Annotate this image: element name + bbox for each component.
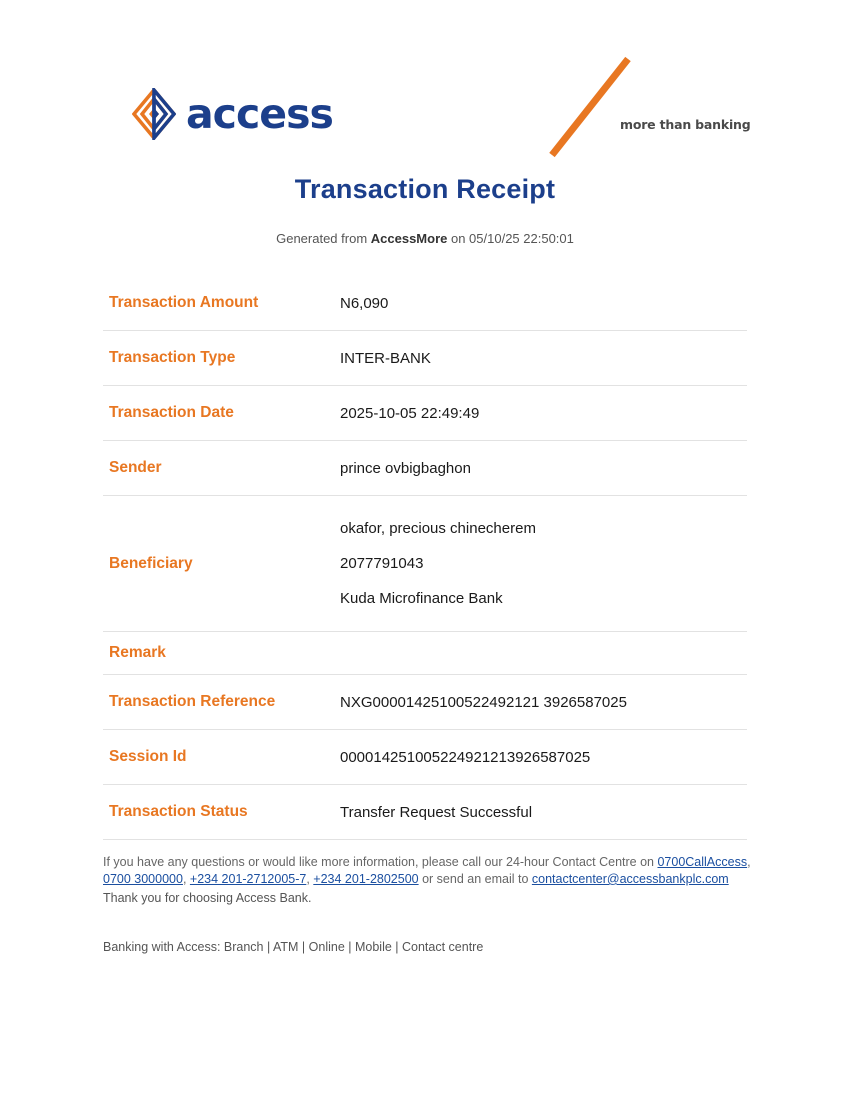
access-diamond-icon (132, 88, 176, 140)
row-label: Transaction Date (109, 404, 234, 421)
row-value: Transfer Request Successful (340, 803, 533, 821)
footer-sep-3: , (306, 871, 314, 886)
table-row (103, 386, 747, 441)
row-label: Remark (109, 644, 166, 661)
row-value: prince ovbigbaghon (340, 459, 471, 477)
table-row (103, 441, 747, 496)
row-label: Transaction Amount (109, 294, 259, 311)
row-label: Transaction Type (109, 349, 236, 366)
orange-slash-icon (546, 55, 636, 160)
table-row (103, 675, 747, 730)
footer-contact (103, 854, 753, 956)
generated-prefix: Generated from (276, 231, 371, 246)
row-value: N6,090 (340, 294, 389, 312)
beneficiary-bank: Kuda Microfinance Bank (340, 590, 503, 607)
access-logo (132, 88, 333, 140)
row-value: 000014251005224921213926587025 (340, 748, 591, 766)
phone-link-2712005[interactable]: +234 201-2712005-7 (189, 871, 307, 886)
footer-thanks: Thank you for choosing Access Bank. (103, 890, 312, 905)
beneficiary-name: okafor, precious chinecherem (340, 520, 536, 537)
generated-suffix: on 05/10/25 22:50:01 (447, 231, 574, 246)
table-row (103, 785, 747, 840)
row-value: 2025-10-05 22:49:49 (340, 404, 480, 422)
row-value (335, 511, 747, 616)
phone-link-0700callaccess[interactable]: 0700CallAccess (657, 855, 748, 869)
table-row (103, 331, 747, 386)
page-title: Transaction Receipt (294, 174, 556, 204)
footer-email-intro: or send an email to (418, 871, 532, 886)
page-header (0, 0, 850, 160)
row-label: Beneficiary (109, 554, 193, 572)
table-row (103, 276, 747, 331)
generated-info (0, 231, 850, 246)
row-label: Sender (109, 459, 162, 476)
transaction-details-table (103, 276, 747, 840)
table-row-beneficiary (103, 496, 747, 632)
beneficiary-account: 2077791043 (340, 555, 424, 572)
phone-link-2802500[interactable]: +234 201-2802500 (313, 871, 419, 886)
row-value: INTER-BANK (340, 349, 431, 367)
row-label: Transaction Reference (109, 693, 276, 710)
brand-tagline: more than banking (620, 117, 751, 132)
row-label: Session Id (109, 748, 187, 765)
footer-sep-2: , (182, 871, 190, 886)
table-row (103, 730, 747, 785)
footer-banking-channels: Banking with Access: Branch | ATM | Online | Mobile | Contact centre (103, 939, 484, 954)
email-link-contactcenter[interactable]: contactcenter@accessbankplc.com (531, 871, 729, 886)
phone-link-07003000000[interactable]: 0700 3000000 (103, 871, 183, 886)
row-label: Transaction Status (109, 803, 248, 820)
access-logo-text: access (186, 89, 333, 138)
row-value: NXG00001425100522492121 3926587025 (340, 693, 627, 711)
table-row (103, 632, 747, 675)
footer-sep-1: , (747, 855, 751, 869)
footer-intro: If you have any questions or would like more information, please call our 24-hour Contact Centre on (103, 855, 658, 869)
generated-source: AccessMore (370, 231, 448, 246)
